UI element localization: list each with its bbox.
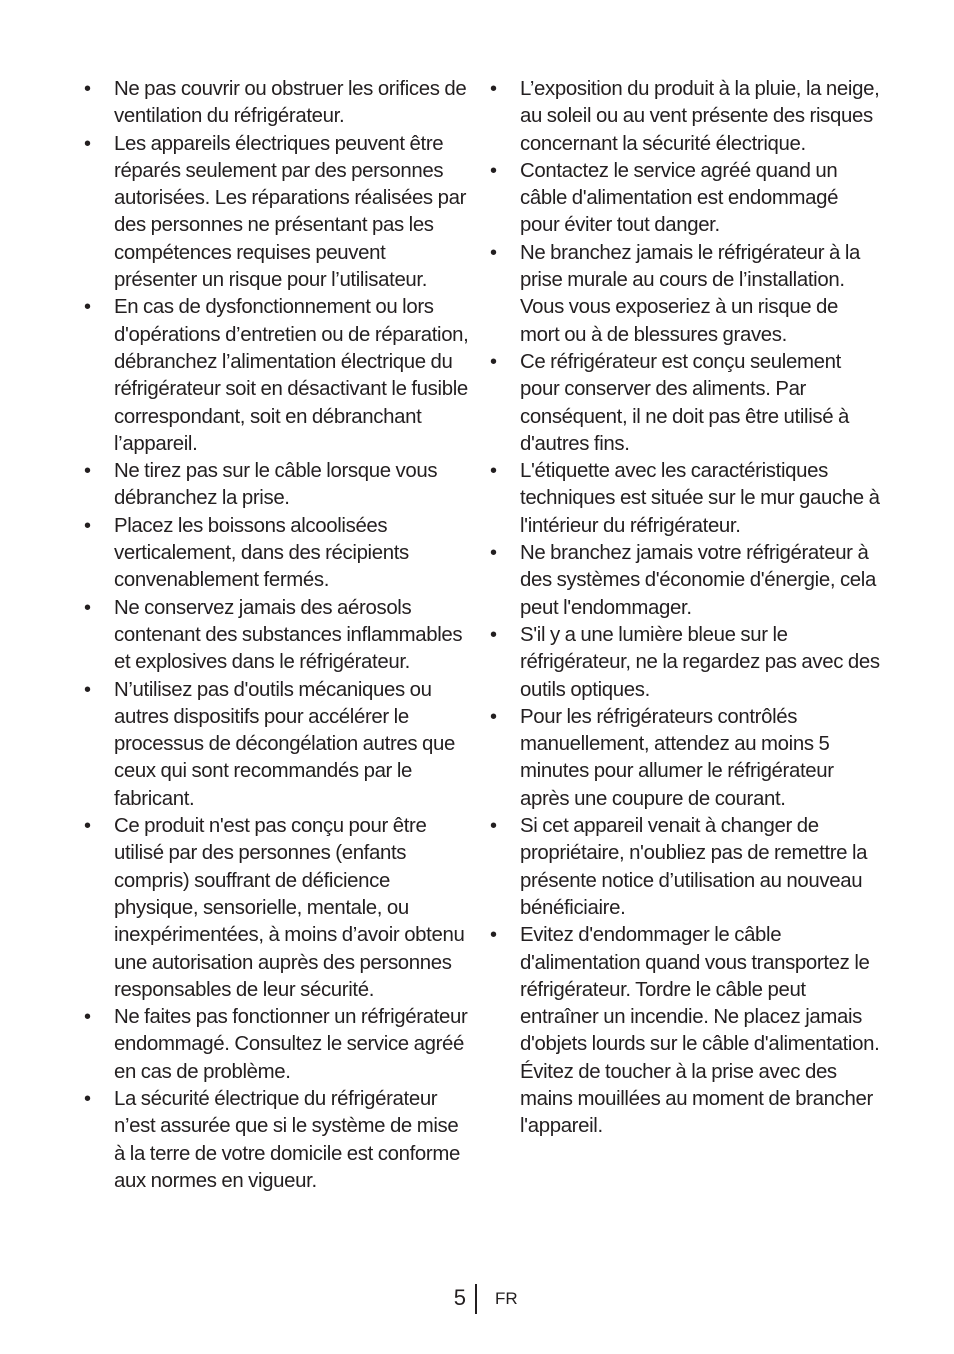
- bullet-icon: •: [490, 815, 497, 838]
- bullet-icon: •: [84, 460, 91, 483]
- left-bullet-list: [84, 76, 470, 1195]
- list-item-text: Ce produit n'est pas conçu pour être utilisé par des personnes (enfants compris) souffrant de déficience physique, sensorielle, mentale, ou inexpérimentées, à moins d’avoir obtenu une autorisation auprès des personnes responsables de leur sécurité.: [114, 815, 465, 1001]
- list-item: [84, 294, 470, 458]
- list-item: [490, 540, 882, 622]
- list-item-text: L'étiquette avec les caractéristiques techniques est située sur le mur gauche à l'intérieur du réfrigérateur.: [520, 460, 880, 537]
- bullet-icon: •: [84, 1006, 91, 1029]
- bullet-icon: •: [84, 514, 91, 537]
- list-item: [84, 513, 470, 595]
- list-item: [84, 595, 470, 677]
- list-item: [84, 76, 470, 131]
- list-item-text: Ne branchez jamais le réfrigérateur à la prise murale au cours de l’installation. Vous vous exposeriez à un risque de mort ou à de blessures graves.: [520, 241, 861, 346]
- list-item-text: Evitez d'endommager le câble d'alimentation quand vous transportez le réfrigérateur. Tordre le câble peut entraîner un incendie. Ne placez jamais d'objets lourds sur le câble d'alimentation. Évitez de toucher à la prise avec des mains mouillées au moment de brancher l'appareil.: [520, 924, 880, 1138]
- page-footer: [0, 1284, 954, 1316]
- footer-divider: [475, 1284, 477, 1314]
- list-item-text: Ne branchez jamais votre réfrigérateur à des systèmes d'économie d'énergie, cela peut l'endommager.: [520, 542, 876, 619]
- right-bullet-list: [490, 76, 882, 1141]
- page-number: 5: [453, 1285, 466, 1310]
- list-item: [490, 622, 882, 704]
- list-item: [490, 922, 882, 1140]
- list-item: [84, 1004, 470, 1086]
- list-item-text: Contactez le service agréé quand un câble d'alimentation est endommagé pour éviter tout danger.: [520, 159, 839, 237]
- list-item: [490, 349, 882, 458]
- list-item: [84, 1086, 470, 1195]
- bullet-icon: •: [84, 678, 91, 701]
- bullet-icon: •: [490, 241, 497, 264]
- list-item-text: Ne faites pas fonctionner un réfrigérateur endommagé. Consultez le service agréé en cas de problème.: [114, 1006, 468, 1083]
- right-column: [490, 76, 882, 1141]
- list-item: [490, 458, 882, 540]
- bullet-icon: •: [490, 542, 497, 565]
- list-item-text: Les appareils électriques peuvent être réparés seulement par des personnes autorisées. Les réparations réalisées par des personnes ne présentant pas les compétences requises peuvent présenter un risque pour l’utilisateur.: [114, 132, 467, 292]
- list-item-text: En cas de dysfonctionnement ou lors d'opérations d’entretien ou de réparation, débranchez l’alimentation électrique du réfrigérateur soit en désactivant le fusible correspondant, soit en débranchant l’appareil.: [114, 296, 469, 455]
- list-item: [490, 240, 882, 349]
- list-item-text: S'il y a une lumière bleue sur le réfrigérateur, ne la regardez pas avec des outils optiques.: [520, 623, 880, 701]
- list-item-text: Ce réfrigérateur est conçu seulement pour conserver des aliments. Par conséquent, il ne doit pas être utilisé à d'autres fins.: [520, 350, 850, 455]
- list-item: [84, 677, 470, 813]
- list-item-text: Si cet appareil venait à changer de propriétaire, n'oubliez pas de remettre la présente notice d’utilisation au nouveau bénéficiaire.: [520, 815, 868, 919]
- bullet-icon: •: [84, 132, 91, 155]
- bullet-icon: •: [490, 460, 497, 483]
- list-item: [490, 158, 882, 240]
- list-item-text: N’utilisez pas d'outils mécaniques ou autres dispositifs pour accélérer le processus de décongélation autres que ceux qui sont recommandés par le fabricant.: [114, 678, 456, 810]
- bullet-icon: •: [490, 924, 497, 947]
- list-item: [84, 131, 470, 295]
- bullet-icon: •: [84, 815, 91, 838]
- bullet-icon: •: [490, 623, 497, 646]
- bullet-icon: •: [490, 159, 497, 182]
- list-item: [490, 813, 882, 922]
- bullet-icon: •: [84, 1087, 91, 1110]
- list-item: [84, 813, 470, 1004]
- bullet-icon: •: [84, 296, 91, 319]
- list-item: [490, 704, 882, 813]
- list-item-text: Ne pas couvrir ou obstruer les orifices de ventilation du réfrigérateur.: [114, 78, 467, 128]
- bullet-icon: •: [84, 596, 91, 619]
- left-column: [84, 76, 470, 1195]
- list-item-text: Ne tirez pas sur le câble lorsque vous débranchez la prise.: [114, 460, 438, 510]
- list-item-text: La sécurité électrique du réfrigérateur n’est assurée que si le système de mise à la terre de votre domicile est conforme aux normes en vigueur.: [114, 1087, 460, 1192]
- bullet-icon: •: [490, 78, 497, 100]
- bullet-icon: •: [84, 78, 91, 100]
- list-item-text: Ne conservez jamais des aérosols contenant des substances inflammables et explosives dans le réfrigérateur.: [114, 596, 463, 674]
- list-item: [490, 76, 882, 158]
- bullet-icon: •: [490, 705, 497, 728]
- list-item-text: Placez les boissons alcoolisées verticalement, dans des récipients convenablement fermés.: [114, 514, 409, 592]
- language-code: FR: [495, 1289, 518, 1308]
- list-item: [84, 458, 470, 513]
- list-item-text: Pour les réfrigérateurs contrôlés manuellement, attendez au moins 5 minutes pour allumer le réfrigérateur après une coupure de courant.: [520, 705, 834, 810]
- list-item-text: L’exposition du produit à la pluie, la neige, au soleil ou au vent présente des risques concernant la sécurité électrique.: [520, 78, 880, 155]
- bullet-icon: •: [490, 350, 497, 373]
